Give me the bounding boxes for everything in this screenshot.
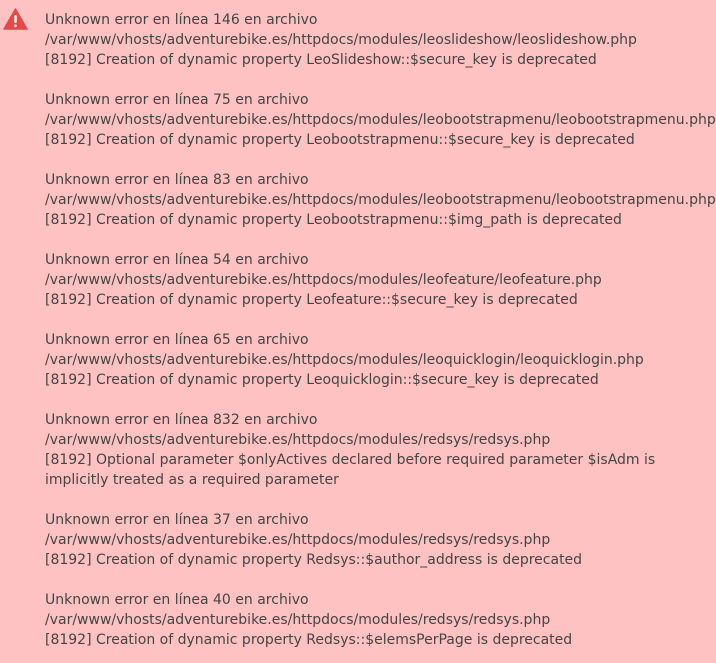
error-file-path: /var/www/vhosts/adventurebike.es/httpdocs/modules/redsys/redsys.php <box>45 532 551 548</box>
error-heading: Unknown error en línea 832 en archivo <box>45 412 318 428</box>
error-heading: Unknown error en línea 40 en archivo <box>45 592 309 608</box>
error-file-path: /var/www/vhosts/adventurebike.es/httpdocs/modules/leofeature/leofeature.php <box>45 272 602 288</box>
error-entry <box>45 250 716 310</box>
error-message: [8192] Creation of dynamic property Redsys::$elemsPerPage is deprecated <box>45 632 573 648</box>
error-message: [8192] Creation of dynamic property Leofeature::$secure_key is deprecated <box>45 292 578 308</box>
error-entry <box>45 330 716 390</box>
error-file-path: /var/www/vhosts/adventurebike.es/httpdocs/modules/leobootstrapmenu/leobootstrapmenu.php <box>45 192 716 208</box>
error-heading: Unknown error en línea 75 en archivo <box>45 92 309 108</box>
error-file-path: /var/www/vhosts/adventurebike.es/httpdocs/modules/redsys/redsys.php <box>45 432 551 448</box>
error-file-path: /var/www/vhosts/adventurebike.es/httpdocs/modules/redsys/redsys.php <box>45 612 551 628</box>
error-heading: Unknown error en línea 146 en archivo <box>45 12 318 28</box>
error-file-path: /var/www/vhosts/adventurebike.es/httpdocs/modules/leoslideshow/leoslideshow.php <box>45 32 637 48</box>
error-entry <box>45 170 716 230</box>
error-file-path: /var/www/vhosts/adventurebike.es/httpdocs/modules/leoquicklogin/leoquicklogin.php <box>45 352 644 368</box>
error-message: [8192] Creation of dynamic property Leobootstrapmenu::$img_path is deprecated <box>45 212 622 228</box>
error-message: [8192] Creation of dynamic property Leobootstrapmenu::$secure_key is deprecated <box>45 132 635 148</box>
error-heading: Unknown error en línea 54 en archivo <box>45 252 309 268</box>
error-file-path: /var/www/vhosts/adventurebike.es/httpdocs/modules/leobootstrapmenu/leobootstrapmenu.php <box>45 112 716 128</box>
error-entry <box>45 90 716 150</box>
error-message: [8192] Creation of dynamic property Redsys::$author_address is deprecated <box>45 552 583 568</box>
error-heading: Unknown error en línea 65 en archivo <box>45 332 309 348</box>
error-entry <box>45 10 716 70</box>
error-message: [8192] Optional parameter $onlyActives declared before required parameter $isAdm is implicitly treated as a required parameter <box>45 452 656 488</box>
error-entry <box>45 510 716 570</box>
error-heading: Unknown error en línea 37 en archivo <box>45 512 309 528</box>
error-entry <box>45 410 716 490</box>
error-message: [8192] Creation of dynamic property Leoquicklogin::$secure_key is deprecated <box>45 372 599 388</box>
warning-triangle-icon <box>3 8 28 30</box>
error-heading: Unknown error en línea 83 en archivo <box>45 172 309 188</box>
error-message: [8192] Creation of dynamic property LeoSlideshow::$secure_key is deprecated <box>45 52 597 68</box>
error-entry <box>45 590 716 650</box>
